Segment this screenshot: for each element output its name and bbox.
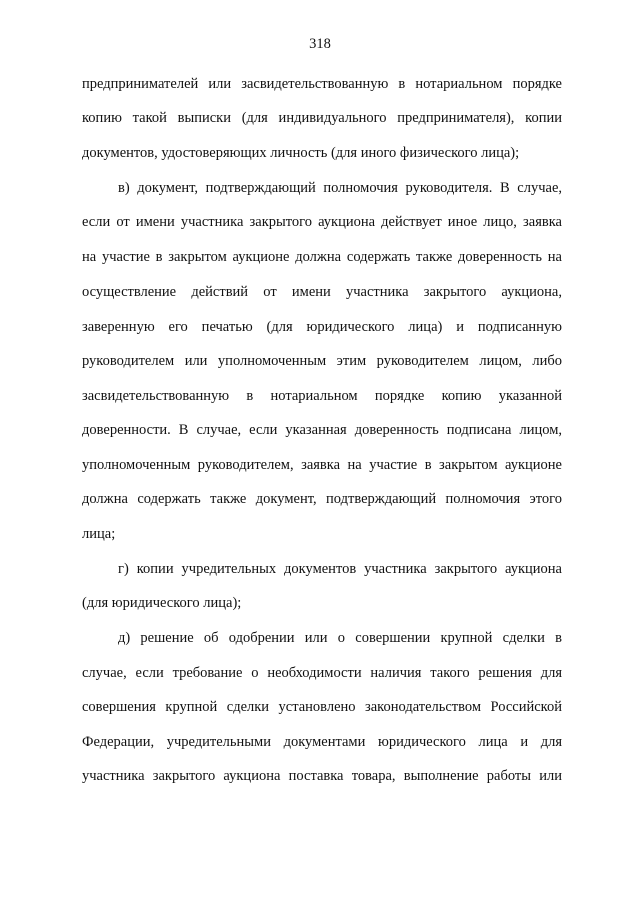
text-line: лица; [82, 526, 116, 542]
text-line: осуществление действий от имени участника закрытого аукциона, [82, 284, 562, 300]
text-line: доверенности. В случае, если указанная доверенность подписана лицом, [82, 422, 562, 438]
text-line: Федерации, учредительными документами юридического лица и для [82, 734, 562, 750]
text-line: на участие в закрытом аукционе должна содержать также доверенность на [82, 249, 562, 265]
page-number: 318 [309, 36, 331, 52]
text-line: случае, если требование о необходимости наличия такого решения для [82, 665, 562, 681]
text-line: в) документ, подтверждающий полномочия руководителя. В случае, [118, 180, 562, 196]
text-line: засвидетельствованную в нотариальном порядке копию указанной [82, 388, 562, 404]
text-line: руководителем или уполномоченным этим руководителем лицом, либо [82, 353, 562, 369]
text-line: г) копии учредительных документов участника закрытого аукциона [118, 561, 562, 577]
text-line: если от имени участника закрытого аукциона действует иное лицо, заявка [82, 214, 562, 230]
text-line: предпринимателей или засвидетельствованную в нотариальном порядке [82, 76, 562, 92]
text-line: совершения крупной сделки установлено законодательством Российской [82, 699, 562, 715]
text-line: копию такой выписки (для индивидуального предпринимателя), копии [82, 110, 562, 126]
text-line: участника закрытого аукциона поставка товара, выполнение работы или [82, 768, 562, 784]
text-line: документов, удостоверяющих личность (для иного физического лица); [82, 145, 520, 161]
text-line: должна содержать также документ, подтверждающий полномочия этого [82, 491, 562, 507]
text-line: (для юридического лица); [82, 595, 242, 611]
text-line: д) решение об одобрении или о совершении крупной сделки в [118, 630, 562, 646]
text-line: заверенную его печатью (для юридического лица) и подписанную [82, 319, 562, 335]
text-line: уполномоченным руководителем, заявка на участие в закрытом аукционе [82, 457, 562, 473]
